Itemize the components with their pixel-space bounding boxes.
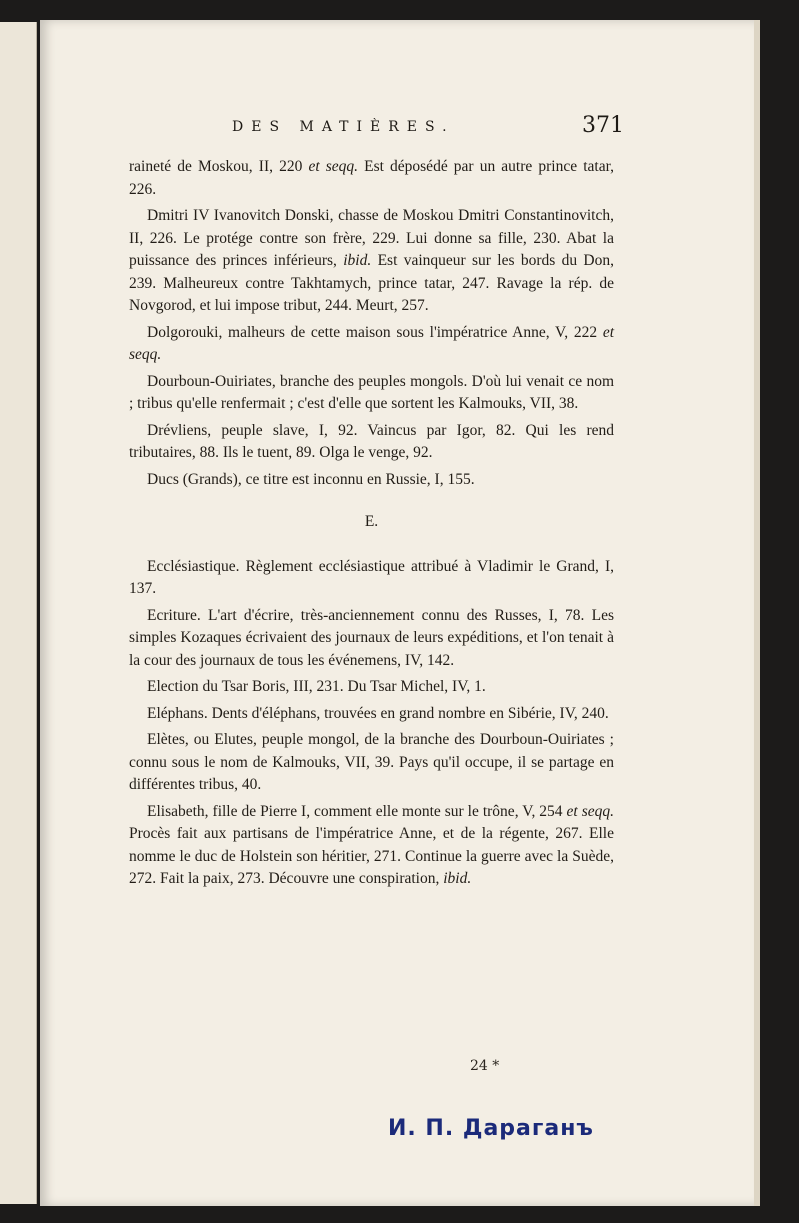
index-entry: Election du Tsar Boris, III, 231. Du Tsar Michel, IV, 1. [147, 678, 486, 695]
running-head: DES MATIÈRES. [232, 119, 455, 135]
page-number: 371 [582, 113, 624, 138]
index-entry: Eléphans. Dents d'éléphans, trouvées en grand nombre en Sibérie, IV, 240. [147, 704, 609, 722]
index-entry: Dolgorouki, malheurs de cette maison sous l'impératrice Anne, V, 222 et seqq. [129, 323, 614, 363]
index-entry: Drévliens, peuple slave, I, 92. Vaincus par Igor, 82. Qui les rend tributaires, 88. Ils le tuent, 89. Olga le venge, 92. [129, 421, 614, 461]
index-entry: Ecriture. L'art d'écrire, très-anciennement connu des Russes, I, 78. Les simples Kozaques écrivaient des journaux de leurs expéditions, et l'on tenait à la cour des journaux de tous les événemens, IV, 142. [129, 606, 614, 669]
index-entry: Dourboun-Ouiriates, branche des peuples mongols. D'où lui venait ce nom ; tribus qu'elle renfermait ; c'est d'elle que sortent les Kalmouks, VII, 38. [129, 372, 614, 412]
previous-page-edge [0, 22, 37, 1204]
page-edge-shadow [754, 20, 760, 1206]
signature-mark: 24 * [470, 1058, 500, 1074]
index-entry: Ducs (Grands), ce titre est inconnu en Russie, I, 155. [147, 470, 475, 488]
index-entry: Dmitri IV Ivanovitch Donski, chasse de Moskou Dmitri Constantinovitch, II, 226. Le protége contre son frère, 229. Lui donne sa fille, 230. Abat la puissance des princes inférieurs, ibid. Est vainqueur sur les bords du Don, 239. Malheureux contre Takhtamych, prince tatar, 247. Ravage la rép. de Novgorod, et lui impose tribut, 244. Meurt, 257. [129, 207, 614, 314]
index-entry: Ecclésiastique. Règlement ecclésiastique attribué à Vladimir le Grand, I, 137. [129, 557, 614, 597]
index-text [129, 156, 614, 895]
index-entry: Elisabeth, fille de Pierre I, comment elle monte sur le trône, V, 254 et seqq. Procès fait aux partisans de l'impératrice Anne, et de la régente, 267. Elle nomme le duc de Holstein son héritier, 271. Continue la guerre avec la Suède, 272. Fait la paix, 273. Découvre une conspiration, ibid. [129, 802, 614, 887]
owner-stamp: И. П. Дараганъ [388, 1116, 594, 1141]
page-header [232, 113, 624, 143]
index-entry: Elètes, ou Elutes, peuple mongol, de la branche des Dourboun-Ouiriates ; connu sous le nom de Kalmouks, VII, 39. Pays qu'il occupe, il se partage en différentes tribus, 40. [129, 731, 614, 793]
section-letter: E. [364, 513, 379, 530]
index-entry: raineté de Moskou, II, 220 et seqq. Est déposédé par un autre prince tatar, 226. [129, 158, 614, 198]
